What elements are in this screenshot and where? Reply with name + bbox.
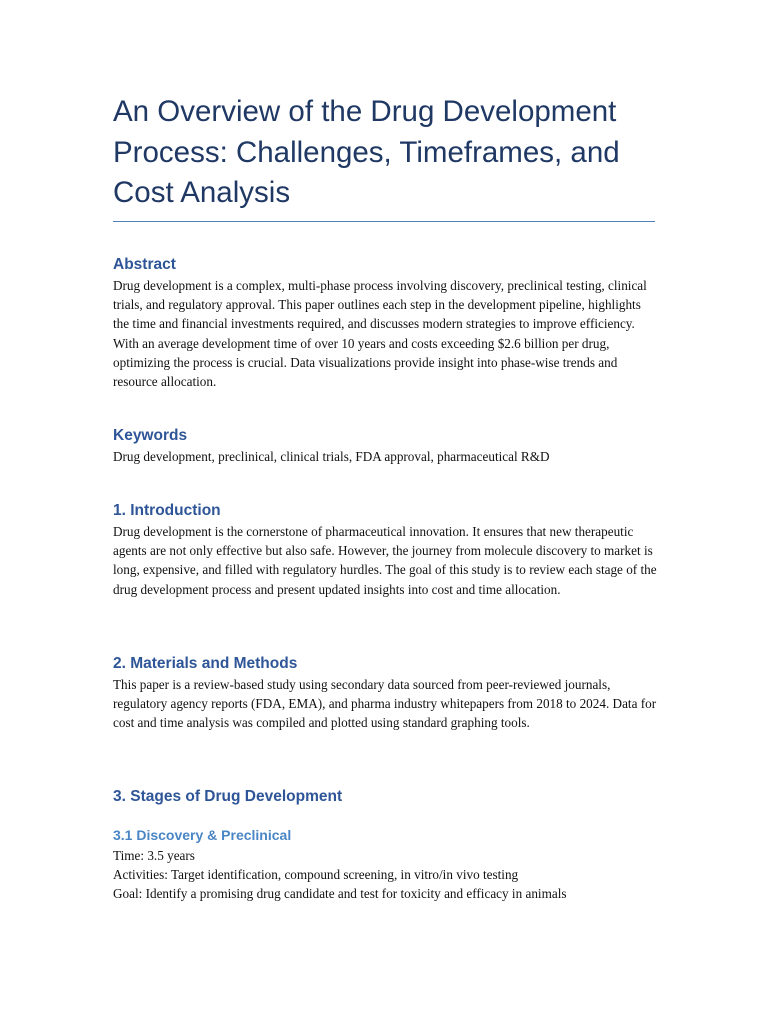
introduction-text: Drug development is the cornerstone of pharmaceutical innovation. It ensures that new therapeutic agents are not only effective but also safe. However, the journey from molecule discovery to market is long, expensive, and filled with regulatory hurdles. The goal of this study is to review each stage of the drug development process and present updated insights into cost and time allocation. [113,524,657,597]
document-title: An Overview of the Drug Development Process: Challenges, Timeframes, and Cost Analysis [113,95,620,209]
methods-section [113,654,658,733]
methods-text: This paper is a review-based study using secondary data sourced from peer-reviewed journals, regulatory agency reports (FDA, EMA), and pharma industry whitepapers from 2018 to 2024. Data for cost and time analysis was compiled and plotted using standard graphing tools. [113,677,657,731]
introduction-heading: 1. Introduction [113,502,221,519]
title-divider [113,221,655,222]
methods-heading: 2. Materials and Methods [113,655,298,672]
keywords-heading: Keywords [113,427,188,444]
keywords-section [113,426,658,466]
abstract-text: Drug development is a complex, multi-phase process involving discovery, preclinical testing, clinical trials, and regulatory approval. This paper outlines each step in the development pipeline, highlights the time and financial investments required, and discusses modern strategies to improve efficiency. With an average development time of over 10 years and costs exceeding $2.6 billion per drug, optimizing the process is crucial. Data visualizations provide insight into phase-wise trends and resource allocation. [113,278,647,390]
stages-section [113,787,658,807]
stages-heading: 3. Stages of Drug Development [113,788,343,805]
abstract-section [113,255,658,391]
abstract-heading: Abstract [113,256,176,273]
discovery-time: Time: 3.5 years [113,848,195,863]
document-page [113,92,658,902]
introduction-section [113,501,658,599]
discovery-activities: Activities: Target identification, compound screening, in vitro/in vivo testing [113,867,519,883]
discovery-subsection [113,825,658,904]
discovery-heading: 3.1 Discovery & Preclinical [113,827,292,843]
discovery-goal: Goal: Identify a promising drug candidate and test for toxicity and efficacy in animals [113,886,567,902]
keywords-text: Drug development, preclinical, clinical trials, FDA approval, pharmaceutical R&D [113,449,550,464]
